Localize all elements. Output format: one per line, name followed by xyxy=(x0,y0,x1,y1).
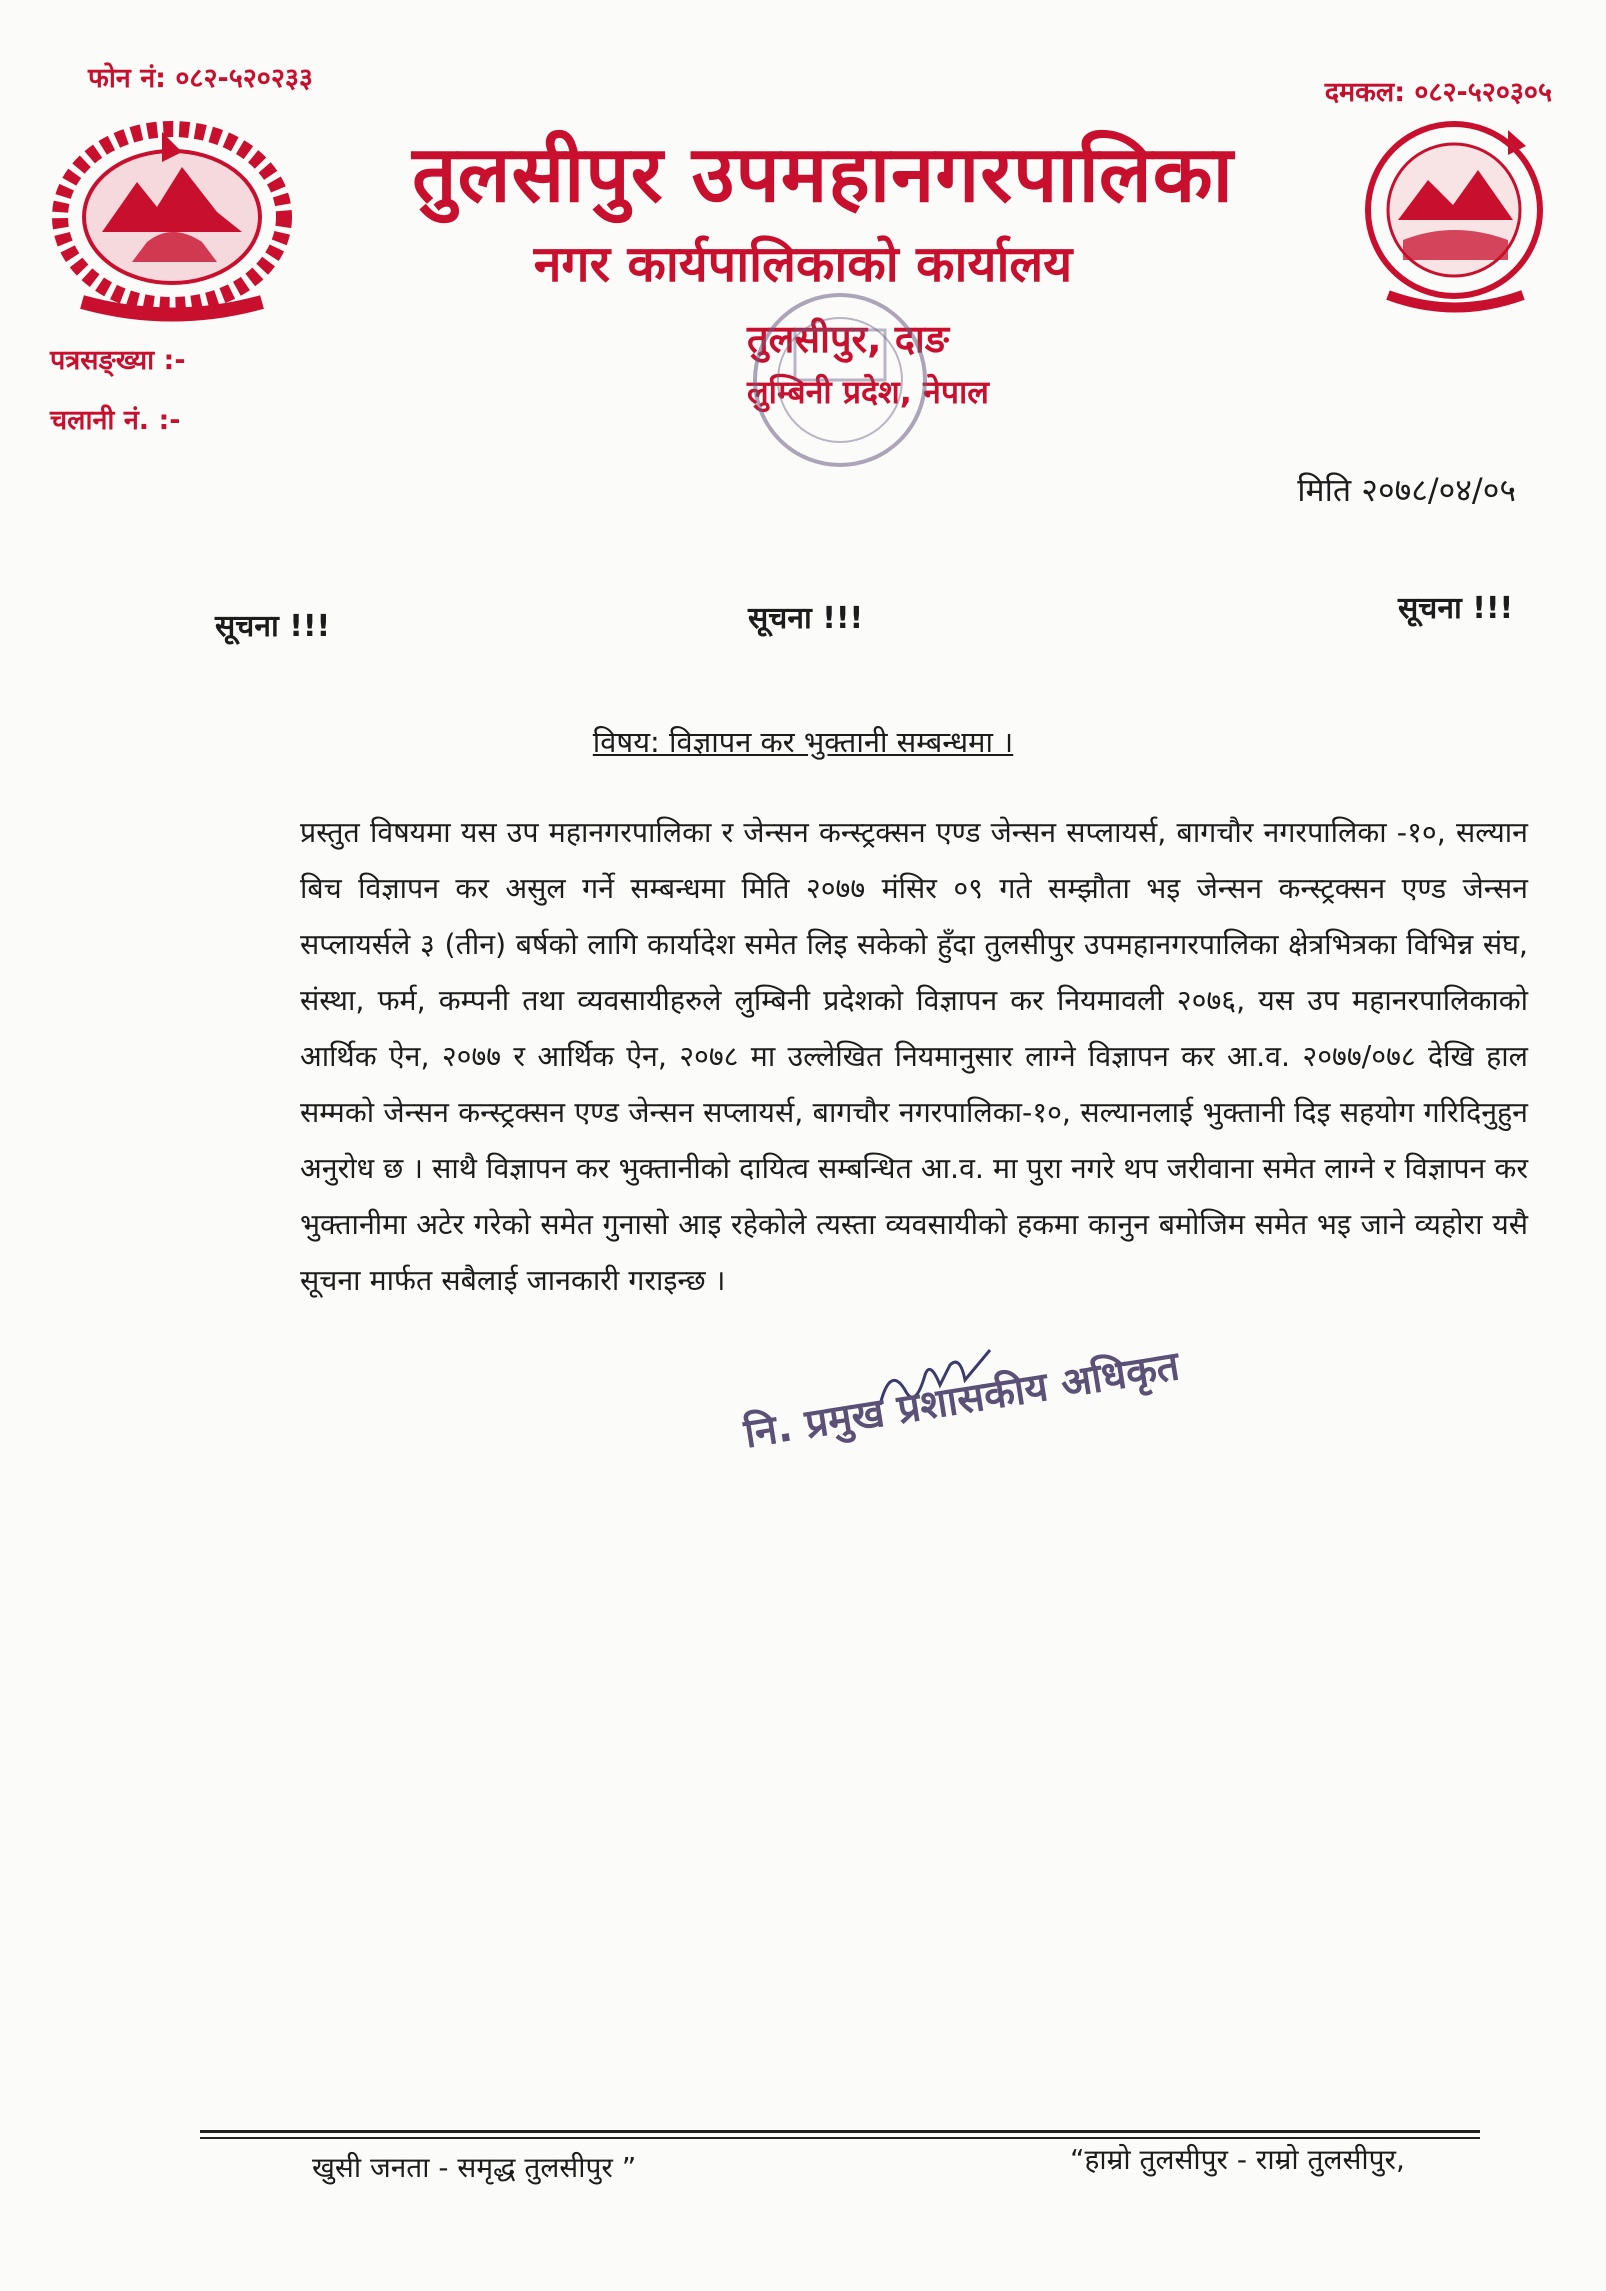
notice-heading-right: सूचना !!! xyxy=(1398,591,1514,626)
office-title: नगर कार्यपालिकाको कार्यालय xyxy=(533,235,1073,293)
footer-slogan-right: “हाम्रो तुलसीपुर - राम्रो तुलसीपुर, xyxy=(1070,2143,1405,2176)
letter-number-label: पत्रसङ्ख्या :- xyxy=(50,345,186,376)
letter-body: प्रस्तुत विषयमा यस उप महानगरपालिका र जेन्सन कन्स्ट्रक्सन एण्ड जेन्सन सप्लायर्स, बागचौर नगरपालिका -१०, सल्यान बिच विज्ञापन कर असुल गर्ने सम्बन्धमा मिति २०७७ मंसिर ०९ गते सम्झौता भइ जेन्सन कन्स्ट्रक्सन एण्ड जेन्सन सप्लायर्सले ३ (तीन) बर्षको लागि कार्यादेश समेत लिइ सकेको हुँदा तुलसीपुर उपमहानगरपालिका क्षेत्रभित्रका विभिन्न संघ, संस्था, फर्म, कम्पनी तथा व्यवसायीहरुले लुम्बिनी प्रदेशको विज्ञापन कर नियमावली २०७६, यस उप महानरपालिकाको आर्थिक ऐन, २०७७ र आर्थिक ऐन, २०७८ मा उल्लेखित नियमानुसार लाग्ने विज्ञापन कर आ.व. २०७७/०७८ देखि हाल सम्मको जेन्सन कन्स्ट्रक्सन एण्ड जेन्सन सप्लायर्स, बागचौर नगरपालिका-१०, सल्यानलाई भुक्तानी दिइ सहयोग गरिदिनुहुन अनुरोध छ । साथै विज्ञापन कर भुक्तानीको दायित्व सम्बन्धित आ.व. मा पुरा नगरे थप जरीवाना समेत लाग्ने र विज्ञापन कर भुक्तानीमा अटेर गरेको समेत गुनासो आइ रहेकोले त्यस्ता व्यवसायीको हकमा कानुन बमोजिम समेत भइ जाने व्यहोरा यसै सूचना मार्फत सबैलाई जानकारी गराइन्छ । xyxy=(300,816,1528,1297)
municipality-title: तुलसीपुर उपमहानगरपालिका xyxy=(412,130,1234,220)
office-stamp xyxy=(740,270,940,510)
place-name: तुलसीपुर, दाङ xyxy=(747,317,949,361)
notice-heading-left: सूचना !!! xyxy=(215,609,331,644)
fire-number: दमकल: ०८२-५२०३०५ xyxy=(1324,77,1552,108)
dispatch-number-label: चलानी नं. :- xyxy=(50,405,181,436)
letter-subject: विषय: विज्ञापन कर भुक्तानी सम्बन्धमा । xyxy=(592,725,1014,759)
footer-rule xyxy=(200,2130,1480,2133)
footer-rule-thin xyxy=(200,2137,1480,2139)
signatory-title: नि. प्रमुख प्रशासकीय अधिकृत xyxy=(741,1343,1183,1458)
notice-heading-center: सूचना !!! xyxy=(748,601,864,636)
letter-date: मिति २०७८/०४/०५ xyxy=(1297,471,1516,509)
footer-slogan-left: खुसी जनता - समृद्ध तुलसीपुर ” xyxy=(312,2151,637,2184)
province-name: लुम्बिनी प्रदेश, नेपाल xyxy=(746,373,990,411)
phone-number: फोन नं: ०८२-५२०२३३ xyxy=(88,63,313,94)
